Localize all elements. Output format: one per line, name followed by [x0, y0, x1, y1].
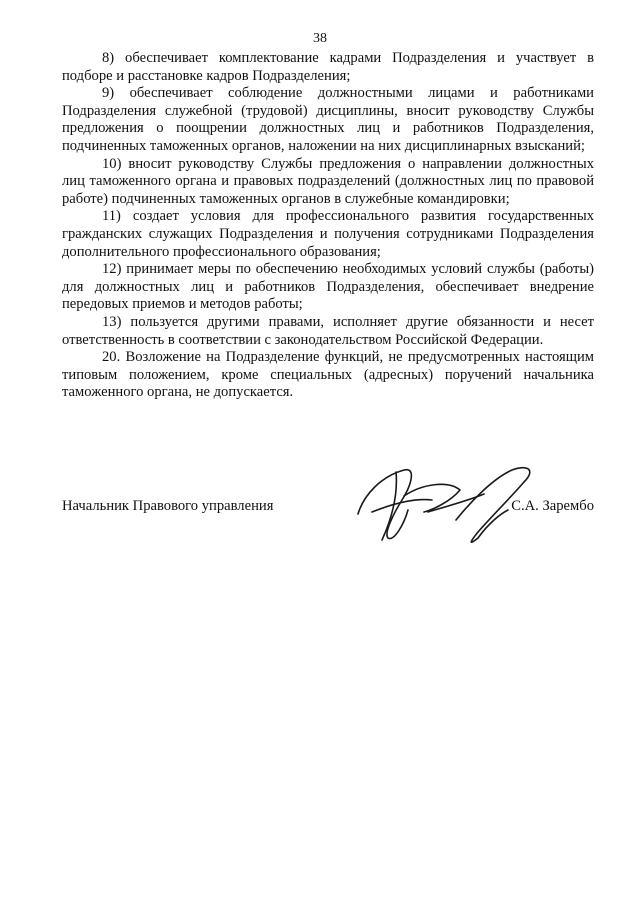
signer-name: С.А. Зарембо	[511, 498, 594, 514]
clause-20: 20. Возложение на Подразделение функций, не предусмотренных настоящим типовым положением, кроме специальных (адресных) поручений начальника таможенного органа, не допускается.	[62, 349, 594, 401]
clause-item-9: 9) обеспечивает соблюдение должностными лицами и работниками Подразделения служебной (трудовой) дисциплины, вносит руководству Службы предложения о поощрении должностных лиц и работников Подразделения, подчиненных таможенных органов, наложении на них дисциплинарных взысканий;	[62, 85, 594, 154]
document-body	[62, 50, 594, 402]
clause-item-8: 8) обеспечивает комплектование кадрами Подразделения и участвует в подборе и расстановке кадров Подразделения;	[62, 50, 594, 84]
clause-item-11: 11) создает условия для профессионального развития государственных гражданских служащих Подразделения и получения сотрудниками Подразделения дополнительного профессионального образования;	[62, 208, 594, 260]
signature-block	[62, 498, 594, 518]
clause-item-10: 10) вносит руководству Службы предложения о направлении должностных лиц таможенного органа и правовых подразделений (должностных лиц по правовой работе) подчиненных таможенных органов в служебные командировки;	[62, 155, 594, 207]
page-number: 38	[313, 31, 327, 46]
clause-item-13: 13) пользуется другими правами, исполняет другие обязанности и несет ответственность в соответствии с законодательством Российской Федерации.	[62, 313, 594, 348]
signer-title: Начальник Правового управления	[62, 498, 274, 514]
clause-item-12: 12) принимает меры по обеспечению необходимых условий службы (работы) для должностных лиц и работников Подразделения, обеспечивает внедрение передовых приемов и методов работы;	[62, 261, 594, 313]
